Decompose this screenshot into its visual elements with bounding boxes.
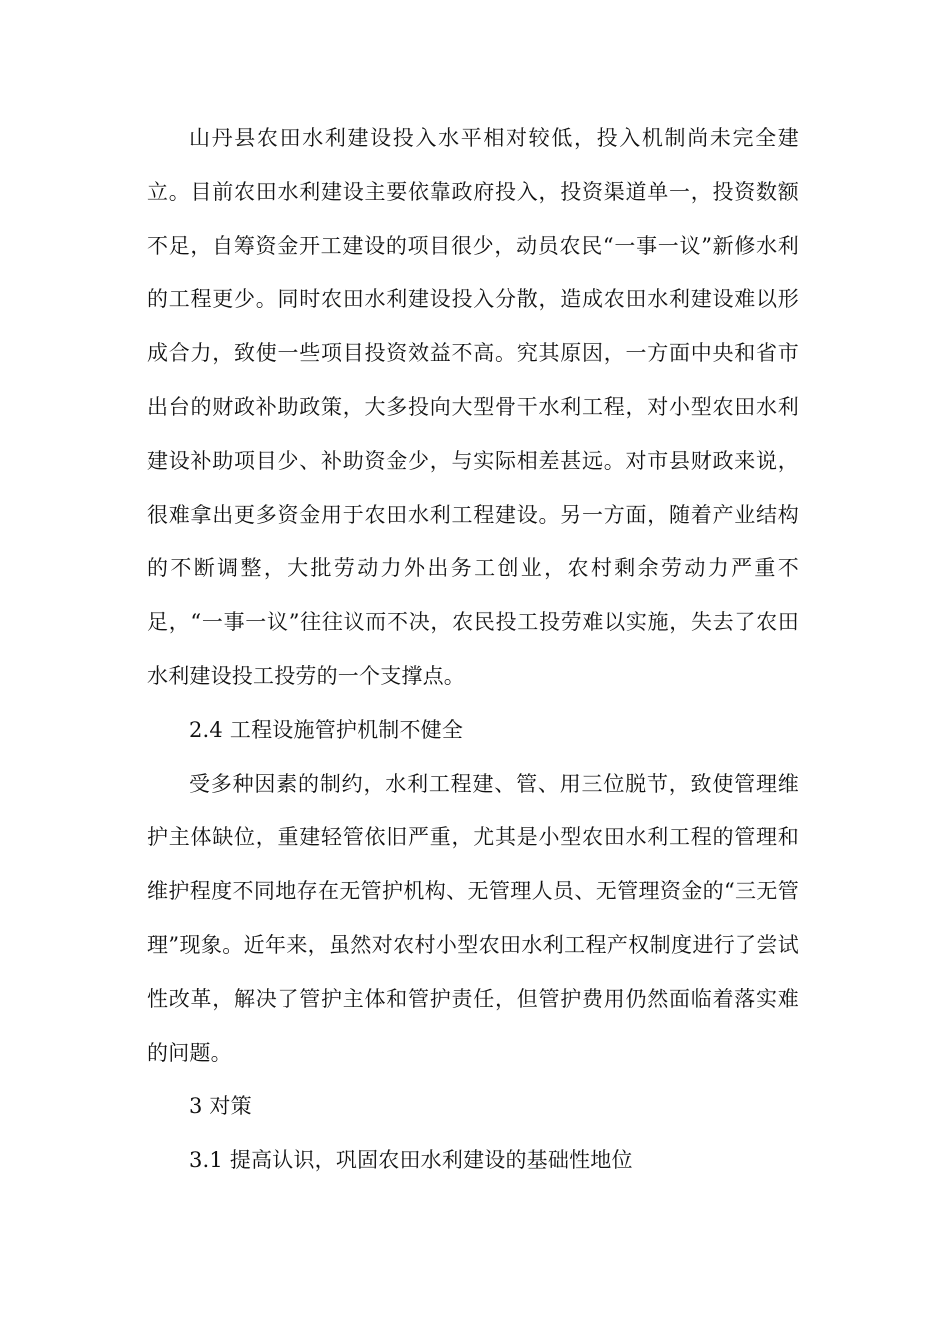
- section-heading-2-4: 2.4 工程设施管护机制不健全: [189, 717, 464, 742]
- section-heading-3-1: 3.1 提高认识，巩固农田水利建设的基础性地位: [189, 1148, 633, 1173]
- section-heading-3: 3 对策: [189, 1094, 252, 1119]
- body-paragraph-maintenance: 受多种因素的制约，水利工程建、管、用三位脱节，致使管理维护主体缺位，重建轻管依旧严重，尤其是小型农田水利工程的管理和维护程度不同地存在无管护机构、无管理人员、无管理资金的“三无管理”现象。近年来，虽然对农村小型农田水利工程产权制度进行了尝试性改革，解决了管护主体和管护责任，但管护费用仍然面临着落实难的问题。: [147, 771, 799, 1065]
- document-body: [147, 112, 799, 1188]
- body-paragraph-investment: 山丹县农田水利建设投入水平相对较低，投入机制尚未完全建立。目前农田水利建设主要依靠政府投入，投资渠道单一，投资数额不足，自筹资金开工建设的项目很少，动员农民“一事一议”新修水利的工程更少。同时农田水利建设投入分散，造成农田水利建设难以形成合力，致使一些项目投资效益不高。究其原因，一方面中央和省市出台的财政补助政策，大多投向大型骨干水利工程，对小型农田水利建设补助项目少、补助资金少，与实际相差甚远。对市县财政来说，很难拿出更多资金用于农田水利工程建设。另一方面，随着产业结构的不断调整，大批劳动力外出务工创业，农村剩余劳动力严重不足，“一事一议”往往议而不决，农民投工投劳难以实施，失去了农田水利建设投工投劳的一个支撑点。: [147, 126, 799, 688]
